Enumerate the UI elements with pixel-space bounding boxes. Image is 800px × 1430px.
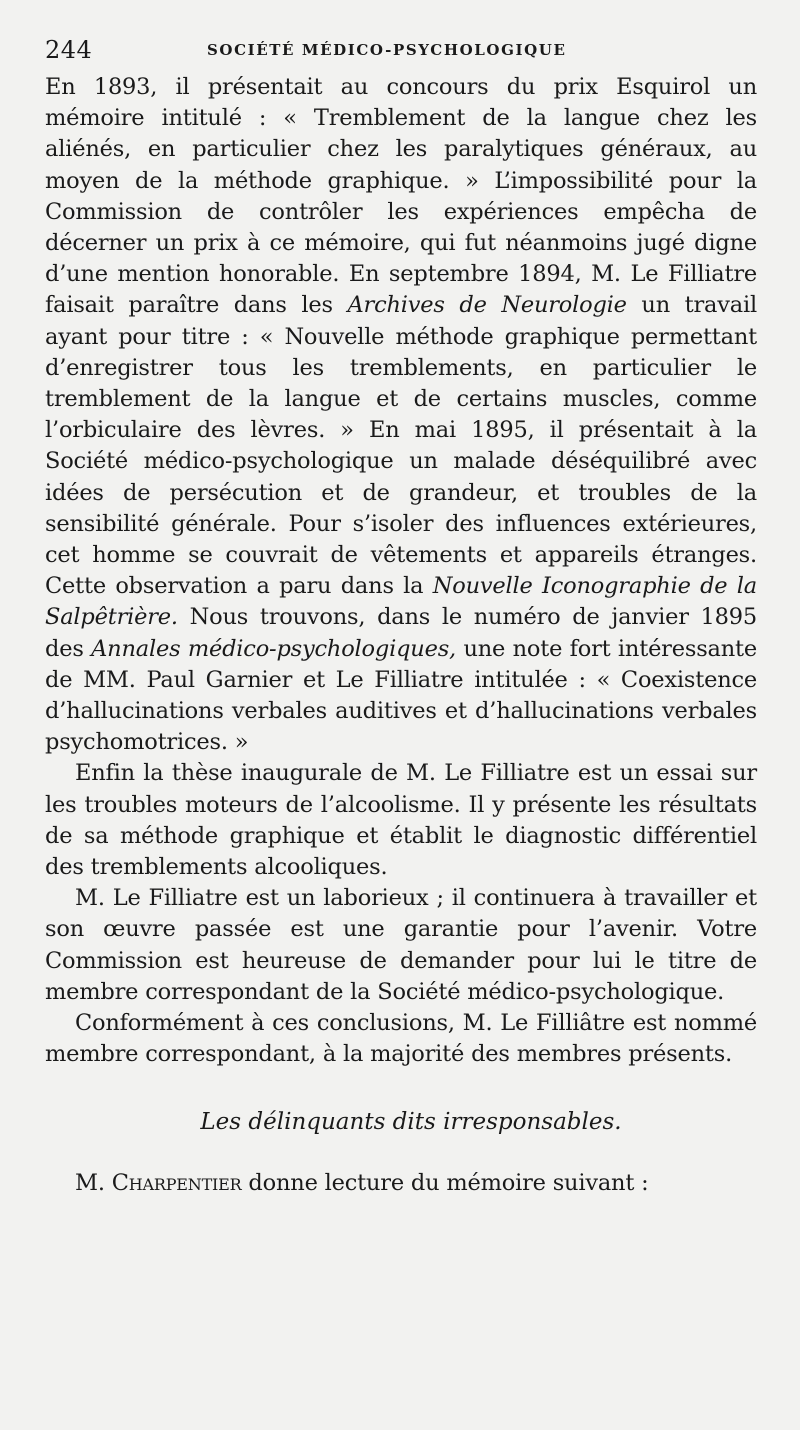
italic-title: Archives de Neurologie <box>347 292 627 319</box>
text-run: un travail ayant pour titre : « Nouvelle méthode graphique permettant d’enregistrer tous les tremblements, en particulier le tremblement de la langue et de certains muscles, comme l’orbiculaire des lèvres. » En mai 1895, il présentait à la Société médico-psychologique un malade déséquilibré avec idées de persécution et de grandeur, et troubles de la sensibilité générale. Pour s’isoler des influences extérieures, cet homme se couvrait de vêtements et appareils étranges. Cette observation a paru dans la <box>45 292 757 600</box>
text-run: M. Le Filliatre est un laborieux ; il continuera à travailler et son œuvre passée est une garantie pour l’avenir. Votre Commission est heureuse de demander pour lui le titre de membre correspondant de la Société médico-psychologique. <box>45 885 757 1005</box>
text-run: Conformément à ces conclusions, M. Le Filliâtre est nommé membre correspondant, à la majorité des membres présents. <box>45 1010 757 1068</box>
body-text <box>45 72 757 1199</box>
paragraph <box>45 72 757 758</box>
final-paragraph-lead: M. <box>75 1169 112 1196</box>
text-run: Nous trouvons, dans le numéro de janvier 1895 des <box>45 604 757 662</box>
paragraph <box>45 758 757 883</box>
paragraph <box>45 1008 757 1070</box>
paragraph <box>45 883 757 1008</box>
running-title: SOCIÉTÉ MÉDICO-PSYCHOLOGIQUE <box>207 41 567 59</box>
text-run: En 1893, il présentait au concours du prix Esquirol un mémoire intitulé : « Tremblement de la langue chez les aliénés, en particulier chez les paralytiques généraux, au moyen de la méthode graphique. » L’impossibilité pour la Commission de contrôler les expériences empêcha de décerner un prix à ce mémoire, qui fut néanmoins jugé digne d’une mention honorable. En septembre 1894, M. Le Filliatre faisait paraître dans les <box>45 74 757 319</box>
running-head <box>45 28 757 72</box>
speaker-name: Charpentier <box>111 1169 242 1196</box>
text-run: une note fort intéressante de MM. Paul Garnier et Le Filliatre intitulée : « Coexistence d’hallucinations verbales auditives et d’hallucinations verbales psychomotrices. » <box>45 635 758 756</box>
book-page <box>45 28 757 1199</box>
italic-title: Nouvelle Iconographie de la Salpêtrière. <box>45 573 757 631</box>
final-paragraph-rest: donne lecture du mémoire suivant : <box>241 1169 649 1196</box>
page-number: 244 <box>45 36 93 64</box>
italic-title: Annales médico-psychologiques, <box>91 635 457 662</box>
section-heading: Les délinquants dits irresponsables. <box>200 1108 622 1135</box>
final-paragraph <box>45 1168 757 1199</box>
text-run: Enfin la thèse inaugurale de M. Le Filliatre est un essai sur les troubles moteurs de l’alcoolisme. Il y présente les résultats de sa méthode graphique et établit le diagnostic différentiel des tremblements alcooliques. <box>45 760 757 881</box>
